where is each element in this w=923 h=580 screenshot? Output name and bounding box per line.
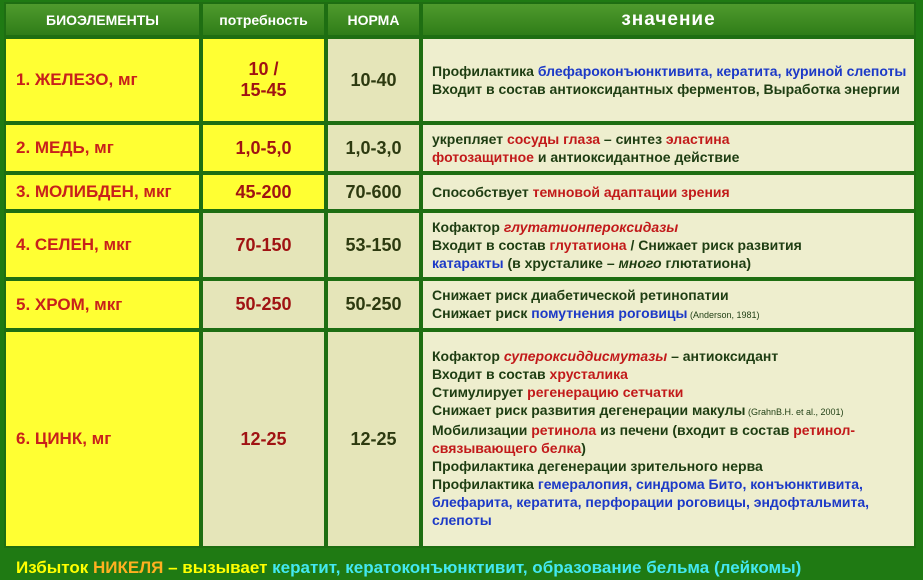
meaning-cell — [421, 279, 916, 330]
header-need: потребность — [201, 2, 326, 37]
element-name: 6. ЦИНК, мг — [4, 330, 201, 548]
need-line: 15-45 — [240, 80, 287, 100]
need-value: 12-25 — [201, 330, 326, 548]
need-value: 70-150 — [201, 211, 326, 279]
meaning-line: Профилактика гемералопия, синдрома Бито, конъюнктивита, блефарита, кератита, перфорации роговицы, эндофтальмита, слепоты — [432, 476, 870, 528]
meaning-line: Входит в состав антиоксидантных ферментов, Выработка энергии — [432, 81, 900, 97]
table-row — [4, 211, 916, 279]
meaning-line: Способствует темновой адаптации зрения — [432, 184, 730, 200]
meaning-line: Кофактор супероксиддисмутазы – антиоксидант — [432, 348, 779, 364]
table-header — [4, 2, 916, 37]
element-name: 3. МОЛИБДЕН, мкг — [4, 173, 201, 211]
table-row — [4, 279, 916, 330]
meaning-line: Мобилизации ретинола из печени (входит в состав ретинол-связывающего белка) — [432, 422, 856, 456]
meaning-line: Снижает риск развития дегенерации макулы (GrahnB.H. et al., 2001) — [432, 402, 844, 418]
meaning-cell — [421, 173, 916, 211]
meaning-cell — [421, 37, 916, 123]
meaning-line: Снижает риск помутнения роговицы (Anderson, 1981) — [432, 304, 760, 321]
element-name: 2. МЕДЬ, мг — [4, 123, 201, 173]
meaning-line: Снижает риск диабетической ретинопатии — [432, 286, 729, 303]
header-bioelements: БИОЭЛЕМЕНТЫ — [4, 2, 201, 37]
footer-text: НИКЕЛЯ — [92, 558, 164, 577]
norm-value: 53-150 — [326, 211, 421, 279]
footer-text: – вызывает — [163, 558, 273, 577]
table-row — [4, 37, 916, 123]
table-row — [4, 123, 916, 173]
meaning-line: катаракты (в хрусталике – много глютатиона) — [432, 255, 752, 271]
table-row — [4, 173, 916, 211]
element-name: 1. ЖЕЛЕЗО, мг — [4, 37, 201, 123]
meaning-cell — [421, 123, 916, 173]
meaning-line: Профилактика дегенерации зрительного нерва — [432, 458, 763, 474]
footer-note — [0, 556, 923, 580]
norm-value: 12-25 — [326, 330, 421, 548]
meaning-line: фотозащитное и антиоксидантное действие — [432, 149, 740, 165]
need-value: 1,0-5,0 — [201, 123, 326, 173]
meaning-line: Профилактика блефароконъюнктивита, кератита, куриной слепоты — [432, 63, 907, 79]
footer-text: Избыток — [16, 558, 93, 577]
footer-text: кератит, кератоконъюнктивит, образование бельма (лейкомы) — [272, 558, 802, 577]
norm-value: 1,0-3,0 — [326, 123, 421, 173]
meaning-line: укрепляет сосуды глаза – синтез эластина — [432, 131, 730, 147]
norm-value: 70-600 — [326, 173, 421, 211]
need-line: 10 / — [248, 59, 279, 79]
meaning-line: Входит в состав хрусталика — [432, 366, 628, 382]
norm-value: 10-40 — [326, 37, 421, 123]
need-value: 45-200 — [201, 173, 326, 211]
bioelements-table — [4, 2, 916, 548]
meaning-line: Входит в состав глутатиона / Снижает риск развития — [432, 237, 802, 253]
meaning-cell — [421, 330, 916, 548]
header-meaning: значение — [421, 2, 916, 37]
need-value: 50-250 — [201, 279, 326, 330]
element-name: 4. СЕЛЕН, мкг — [4, 211, 201, 279]
meaning-cell — [421, 211, 916, 279]
meaning-line: Кофактор глутатионпероксидазы — [432, 219, 679, 235]
table-row — [4, 330, 916, 548]
need-value — [201, 37, 326, 123]
norm-value: 50-250 — [326, 279, 421, 330]
meaning-line: Стимулирует регенерацию сетчатки — [432, 384, 684, 400]
header-norm: НОРМА — [326, 2, 421, 37]
element-name: 5. ХРОМ, мкг — [4, 279, 201, 330]
